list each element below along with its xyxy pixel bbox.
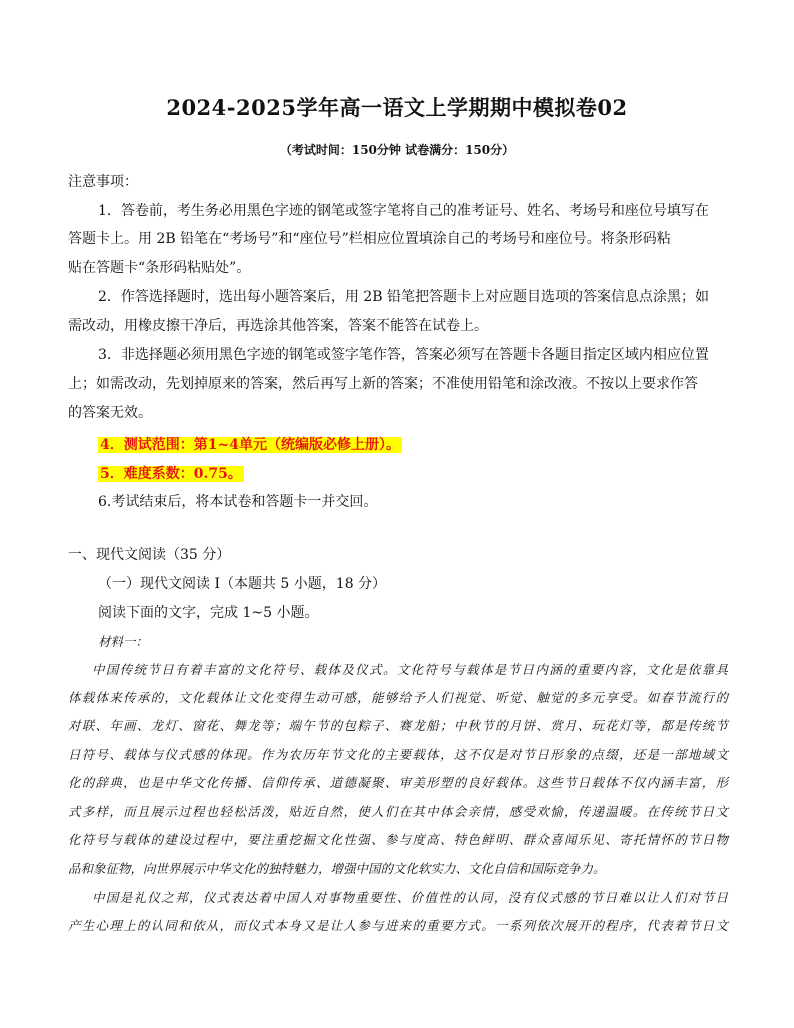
passage-p1-line-3: 对联、年画、龙灯、窗花、舞龙等；端午节的包粽子、赛龙船；中秋节的月饼、赏月、玩花灯等，都是传统节	[68, 718, 728, 733]
passage-p1-line-6: 式多样，而且展示过程也轻松活泼，贴近自然，使人们在其中体会亲情，感受欢愉，传递温暖。在传统节日文	[68, 804, 728, 819]
difficulty-label: 5．难度系数：	[100, 466, 194, 482]
notice-item-1-line-2: 答题卡上。用 2B 铅笔在“考场号”和“座位号”栏相应位置填涂自己的考场号和座位号。将条形码粘	[68, 231, 671, 247]
reading-instruction: 阅读下面的文字，完成 1~5 小题。	[98, 605, 319, 621]
notice-item-2-line-2: 需改动，用橡皮擦干净后，再选涂其他答案，答案不能答在试卷上。	[68, 318, 488, 334]
passage-p1-line-7: 化符号与载体的建设过程中，要注重挖掘文化性强、参与度高、特色鲜明、群众喜闻乐见、寄托情怀的节日物	[68, 832, 728, 847]
passage-p1-line-1: 中国传统节日有着丰富的文化符号、载体及仪式。文化符号与载体是节日内涵的重要内容，文化是依靠具	[92, 662, 728, 677]
material-label: 材料一：	[98, 634, 149, 649]
exam-subtitle: （考试时间：150分钟 试卷满分：150分）	[279, 143, 515, 157]
section-subheading: （一）现代文阅读 I（本题共 5 小题，18 分）	[98, 576, 387, 592]
exam-title: 2024-2025学年高一语文上学期期中模拟卷02	[166, 95, 628, 120]
notice-item-1-line-1: 1．答卷前，考生务必用黑色字迹的钢笔或签字笔将自己的准考证号、姓名、考场号和座位号填写在	[98, 203, 709, 219]
passage-p1-line-4: 日符号、载体与仪式感的体现。作为农历年节文化的主要载体，这不仅是对节日形象的点缀，还是一部地域文	[68, 747, 728, 762]
notice-item-1-line-3: 贴在答题卡“条形码粘贴处”。	[68, 260, 251, 276]
passage-p1-line-8: 品和象征物，向世界展示中华文化的独特魅力，增强中国的文化软实力、文化自信和国际竞争力。	[68, 861, 606, 876]
notice-heading: 注意事项：	[68, 174, 138, 190]
notice-item-4	[98, 435, 728, 455]
difficulty-value: 0.75。	[193, 466, 242, 482]
passage-p2-line-2: 产生心理上的认同和依从，而仪式本身又是让人参与进来的重要方式。一系列依次展开的程序，代表着节日文	[68, 918, 728, 933]
passage-p1-line-5: 化的辞典，也是中华文化传播、信仰传承、道德凝聚、审美形塑的良好载体。这些节日载体不仅内涵丰富，形	[68, 775, 728, 790]
notice-item-5	[98, 464, 728, 484]
difficulty-highlight	[98, 466, 244, 482]
notice-item-6: 6.考试结束后，将本试卷和答题卡一并交回。	[98, 494, 378, 510]
test-scope-label: 4．测试范围：	[100, 437, 194, 453]
passage-p2-line-1: 中国是礼仪之邦，仪式表达着中国人对事物重要性、价值性的认同，没有仪式感的节日难以让人们对节日	[92, 890, 728, 905]
test-scope-highlight	[98, 437, 402, 453]
section-heading: 一、现代文阅读（35 分）	[68, 547, 231, 563]
notice-item-3-line-3: 的答案无效。	[68, 405, 152, 421]
notice-item-3-line-2: 上；如需改动，先划掉原来的答案，然后再写上新的答案；不准使用铅笔和涂改液。不按以上要求作答	[68, 376, 698, 392]
notice-item-2-line-1: 2．作答选择题时，选出每小题答案后，用 2B 铅笔把答题卡上对应题目选项的答案信息点涂黑；如	[98, 289, 710, 305]
passage-p1-line-2: 体载体来传承的，文化载体让文化变得生动可感，能够给予人们视觉、听觉、触觉的多元享受。如春节流行的	[68, 690, 728, 705]
notice-item-3-line-1: 3．非选择题必须用黑色字迹的钢笔或签字笔作答，答案必须写在答题卡各题目指定区域内相应位置	[98, 347, 709, 363]
test-scope-value: 第1~4单元（统编版必修上册）。	[193, 437, 400, 453]
